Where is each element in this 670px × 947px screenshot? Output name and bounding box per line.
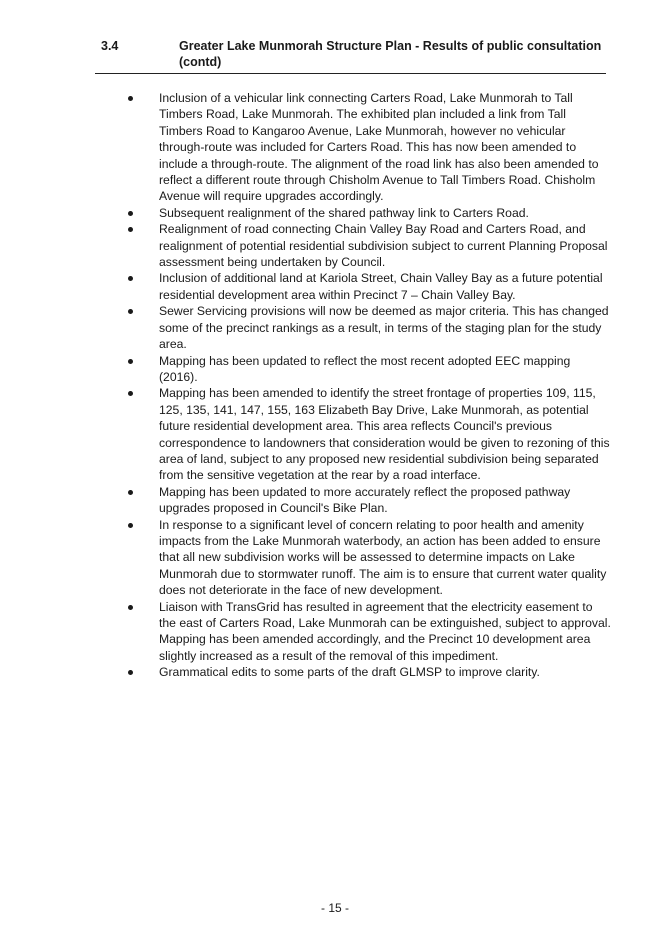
list-item — [122, 353, 612, 386]
bullet-icon — [128, 309, 133, 314]
list-item-text: Mapping has been updated to more accurately reflect the proposed pathway upgrades proposed in Council's Bike Plan. — [159, 484, 571, 516]
bullet-icon — [128, 523, 133, 528]
list-item-text: In response to a significant level of concern relating to poor health and amenity impacts from the Lake Munmorah waterbody, an action has been added to ensure that all new subdivision works will be assessed to determine impacts on Lake Munmorah due to stormwater runoff. The aim is to ensure that current water quality does not deteriorate in the face of new development. — [159, 517, 607, 598]
list-item — [122, 599, 612, 665]
changes-list — [122, 90, 612, 681]
list-item — [122, 517, 612, 599]
list-item-text: Mapping has been amended to identify the street frontage of properties 109, 115, 125, 135, 141, 147, 155, 163 Elizabeth Bay Drive, Lake Munmorah, as potential future residential development area. This area reflects Council's previous correspondence to landowners that consideration would be given to rezoning of this area of land, subject to any proposed new residential subdivision being separated from the sensitive vegetation at the rear by a road interface. — [159, 386, 610, 483]
list-item-text: Grammatical edits to some parts of the draft GLMSP to improve clarity. — [159, 665, 540, 680]
list-item-text: Mapping has been updated to reflect the most recent adopted EEC mapping (2016). — [159, 353, 571, 384]
bullet-icon — [128, 227, 133, 232]
list-item-text: Realignment of road connecting Chain Valley Bay Road and Carters Road, and realignment of potential residential subdivision subject to current Planning Proposal assessment being undertaken by Council. — [159, 222, 608, 270]
list-item-text: Inclusion of a vehicular link connecting Carters Road, Lake Munmorah to Tall Timbers Road, Lake Munmorah. The exhibited plan included a link from Tall Timbers Road to Kangaroo Avenue, Lake Munmorah, however no vehicular through-route was included for Carters Road. This has now been amended to include a through-route. The alignment of the road link has also been amended to reflect a different route through Chisholm Avenue to Tall Timbers Road. Chisholm Avenue will require upgrades accordingly. — [159, 91, 599, 204]
bullet-icon — [128, 96, 133, 101]
bullet-icon — [128, 211, 133, 216]
section-header — [95, 38, 606, 74]
bullet-icon — [128, 391, 133, 396]
list-item — [122, 221, 612, 270]
list-item — [122, 270, 612, 303]
list-item — [122, 303, 612, 352]
bullet-icon — [128, 605, 133, 610]
bullet-icon — [128, 670, 133, 675]
list-item — [122, 90, 612, 205]
list-item — [122, 205, 612, 221]
list-item — [122, 484, 612, 517]
bullet-icon — [128, 276, 133, 281]
bullet-icon — [128, 359, 133, 364]
page-number: - 15 - — [320, 901, 349, 915]
list-item-text: Sewer Servicing provisions will now be deemed as major criteria. This has changed some of the precinct rankings as a result, in terms of the staging plan for the study area. — [159, 304, 609, 352]
list-item-text: Subsequent realignment of the shared pathway link to Carters Road. — [159, 205, 529, 220]
list-item — [122, 664, 612, 680]
list-item-text: Inclusion of additional land at Kariola Street, Chain Valley Bay as a future potential residential development area within Precinct 7 – Chain Valley Bay. — [159, 271, 603, 302]
list-item-text: Liaison with TransGrid has resulted in agreement that the electricity easement to the east of Carters Road, Lake Munmorah can be extinguished, subject to approval. Mapping has been amended accordingly, and the Precinct 10 development area slightly increased as a result of the removal of this impediment. — [159, 599, 611, 663]
section-title: Greater Lake Munmorah Structure Plan - Results of public consultation (contd) — [179, 39, 602, 69]
bullet-icon — [128, 490, 133, 495]
list-item — [122, 385, 612, 483]
section-number: 3.4 — [101, 39, 119, 53]
